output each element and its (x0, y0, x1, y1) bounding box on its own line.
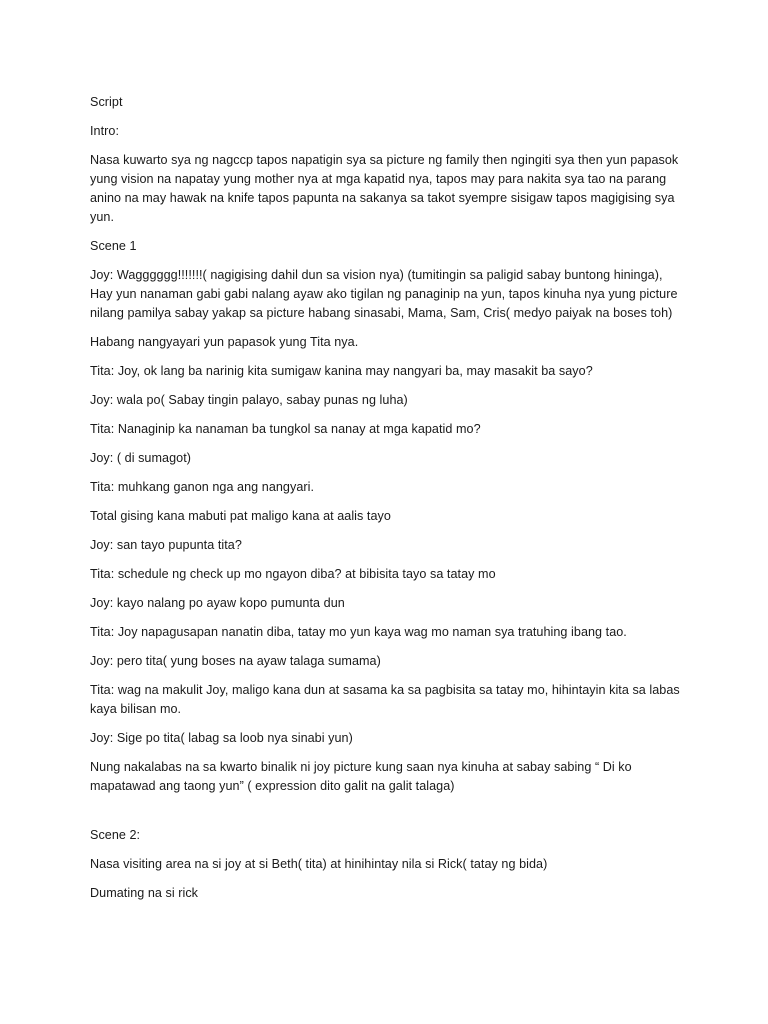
script-line: Dumating na si rick (90, 886, 199, 900)
script-line: Tita: wag na makulit Joy, maligo kana dun at sasama ka sa pagbisita sa tatay mo, hihintayin kita sa labas kaya bilisan mo. (90, 683, 680, 716)
intro-paragraph: Nasa kuwarto sya ng nagccp tapos napatigin sya sa picture ng family then ngingiti sya then yun papasok yung vision na napatay yung mother nya at mga kapatid nya, tapos may para nakita sya tao na parang anino na may hawak na knife tapos papunta na sakanya sa takot syempre sisigaw tapos magigising sya yun. (90, 153, 679, 224)
script-line: Joy: Sige po tita( labag sa loob nya sinabi yun) (90, 731, 353, 745)
script-line: Tita: Nanaginip ka nanaman ba tungkol sa nanay at mga kapatid mo? (90, 422, 481, 436)
intro-heading: Intro: (90, 124, 119, 138)
blank-line (90, 806, 680, 826)
scene-1-heading: Scene 1 (90, 239, 137, 253)
script-line: Joy: san tayo pupunta tita? (90, 538, 242, 552)
script-line: Tita: schedule ng check up mo ngayon diba? at bibisita tayo sa tatay mo (90, 567, 496, 581)
script-line: Joy: Wagggggg!!!!!!!( nagigising dahil dun sa vision nya) (tumitingin sa paligid sabay buntong hininga), Hay yun nanaman gabi gabi nalang ayaw ako tigilan ng panaginip na yun, tapos kinuha nya yung picture nilang pamilya sabay yakap sa picture habang sinasabi, Mama, Sam, Cris( medyo paiyak na boses toh) (90, 268, 678, 320)
script-line: Joy: kayo nalang po ayaw kopo pumunta dun (90, 596, 345, 610)
script-line: Joy: ( di sumagot) (90, 451, 191, 465)
document-page (90, 93, 680, 913)
scene-2-heading: Scene 2: (90, 828, 141, 842)
script-heading: Script (90, 95, 123, 109)
script-line: Tita: muhkang ganon nga ang nangyari. (90, 480, 315, 494)
script-line: Habang nangyayari yun papasok yung Tita nya. (90, 335, 359, 349)
script-line: Tita: Joy napagusapan nanatin diba, tatay mo yun kaya wag mo naman sya tratuhing ibang tao. (90, 625, 627, 639)
script-line: Nung nakalabas na sa kwarto binalik ni joy picture kung saan nya kinuha at sabay sabing “ Di ko mapatawad ang taong yun” ( expression dito galit na galit talaga) (90, 760, 632, 793)
script-line: Nasa visiting area na si joy at si Beth( tita) at hinihintay nila si Rick( tatay ng bida) (90, 857, 548, 871)
script-line: Joy: pero tita( yung boses na ayaw talaga sumama) (90, 654, 381, 668)
script-line: Joy: wala po( Sabay tingin palayo, sabay punas ng luha) (90, 393, 408, 407)
script-line: Total gising kana mabuti pat maligo kana at aalis tayo (90, 509, 391, 523)
script-line: Tita: Joy, ok lang ba narinig kita sumigaw kanina may nangyari ba, may masakit ba sayo? (90, 364, 593, 378)
